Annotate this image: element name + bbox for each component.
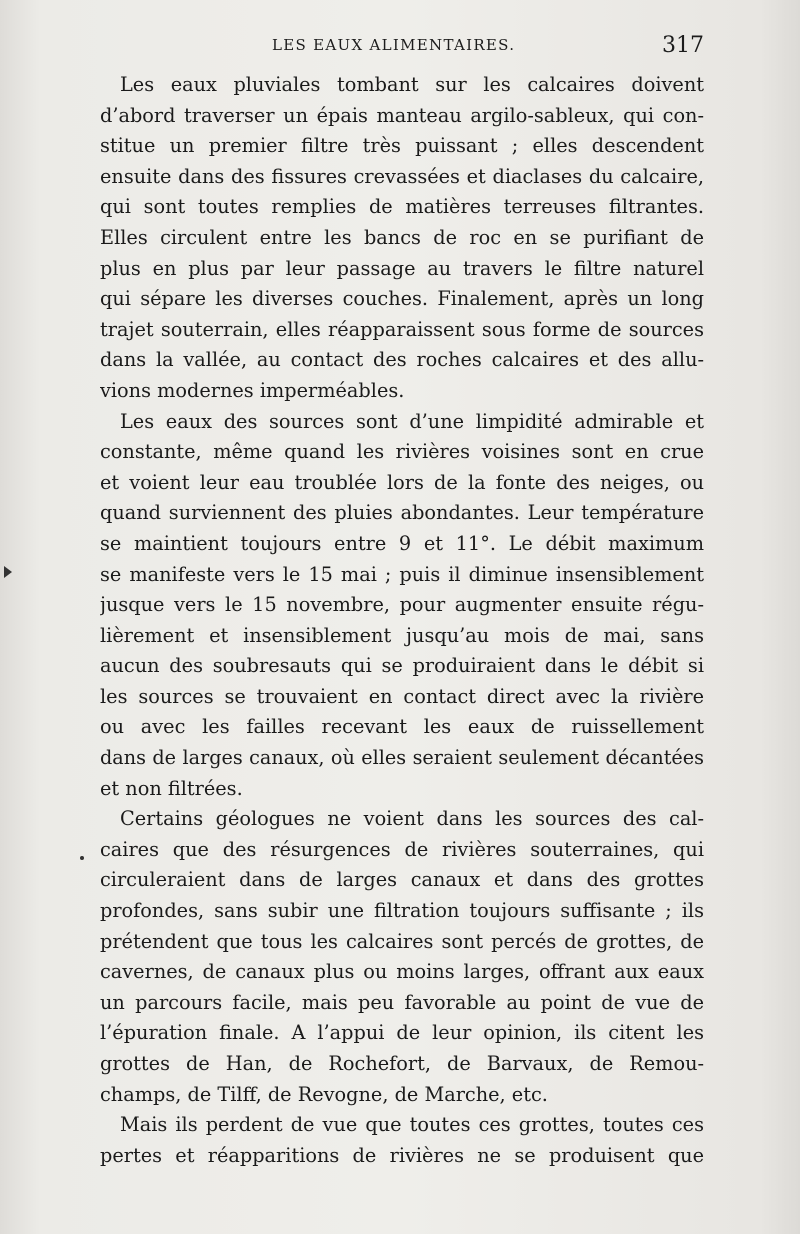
text-line: se maintient toujours entre 9 et 11°. Le débit maximum xyxy=(100,531,704,555)
text-line: dans de larges canaux, où elles seraient seulement décantées xyxy=(100,746,704,770)
text-line: un parcours facile, mais peu favorable au point de vue de xyxy=(100,990,704,1014)
margin-arrow-mark xyxy=(4,566,12,578)
text-line: stitue un premier filtre très puissant ; elles descendent xyxy=(100,134,704,158)
text-line: et non filtrées. xyxy=(100,776,243,800)
page-number: 317 xyxy=(662,33,704,58)
text-line: grottes de Han, de Rochefort, de Barvaux, de Remou- xyxy=(100,1052,704,1075)
text-line: qui sont toutes remplies de matières terreuses filtrantes. xyxy=(100,195,704,219)
page-body xyxy=(100,70,704,1171)
paragraph-1 xyxy=(100,70,704,407)
text-line: l’épuration finale. A l’appui de leur opinion, ils citent les xyxy=(100,1021,704,1045)
text-line: Mais ils perdent de vue que toutes ces grottes, toutes ces xyxy=(120,1113,704,1137)
text-line: circuleraient dans de larges canaux et dans des grottes xyxy=(100,868,704,892)
text-line: pertes et réapparitions de rivières ne se produisent que xyxy=(100,1143,704,1167)
text-line: ensuite dans des fissures crevassées et diaclases du calcaire, xyxy=(100,164,704,188)
text-line: plus en plus par leur passage au travers le filtre naturel xyxy=(100,256,704,280)
text-line: champs, de Tilff, de Revogne, de Marche, etc. xyxy=(100,1082,548,1106)
text-line: les sources se trouvaient en contact direct avec la rivière xyxy=(100,684,704,708)
text-line: jusque vers le 15 novembre, pour augmenter ensuite régu- xyxy=(100,593,704,617)
text-line: lièrement et insensiblement jusqu’au mois de mai, sans xyxy=(100,623,704,647)
text-line: et voient leur eau troublée lors de la fonte des neiges, ou xyxy=(100,470,704,494)
text-line: Elles circulent entre les bancs de roc en se purifiant de xyxy=(100,225,704,249)
text-line: Certains géologues ne voient dans les sources des cal- xyxy=(120,807,704,831)
text-line: ou avec les failles recevant les eaux de ruissellement xyxy=(100,715,704,739)
text-line: profondes, sans subir une filtration toujours suffisante ; ils xyxy=(100,899,704,923)
text-line: aucun des soubresauts qui se produiraient dans le débit si xyxy=(100,654,704,678)
page-header xyxy=(100,33,704,60)
paragraph-4 xyxy=(100,1110,704,1171)
text-line: d’abord traverser un épais manteau argilo-sableux, qui con- xyxy=(100,103,704,127)
margin-dot-mark xyxy=(80,856,84,860)
text-line: cavernes, de canaux plus ou moins larges, offrant aux eaux xyxy=(100,960,704,984)
paragraph-2 xyxy=(100,407,704,805)
text-line: Les eaux pluviales tombant sur les calcaires doivent xyxy=(120,73,704,96)
text-line: quand surviennent des pluies abondantes. Leur température xyxy=(100,501,704,525)
running-title: LES EAUX ALIMENTAIRES. xyxy=(272,36,516,54)
text-line: dans la vallée, au contact des roches calcaires et des allu- xyxy=(100,348,704,372)
text-line: vions modernes imperméables. xyxy=(100,378,405,402)
text-line: qui sépare les diverses couches. Finalement, après un long xyxy=(100,287,704,311)
text-line: Les eaux des sources sont d’une limpidité admirable et xyxy=(120,409,704,433)
text-line: se manifeste vers le 15 mai ; puis il diminue insensiblement xyxy=(100,562,704,586)
paragraph-3 xyxy=(100,804,704,1110)
text-line: caires que des résurgences de rivières souterraines, qui xyxy=(100,837,704,861)
text-line: trajet souterrain, elles réapparaissent sous forme de sources xyxy=(100,317,704,341)
text-line: prétendent que tous les calcaires sont percés de grottes, de xyxy=(100,929,704,953)
text-line: constante, même quand les rivières voisines sont en crue xyxy=(100,440,704,464)
